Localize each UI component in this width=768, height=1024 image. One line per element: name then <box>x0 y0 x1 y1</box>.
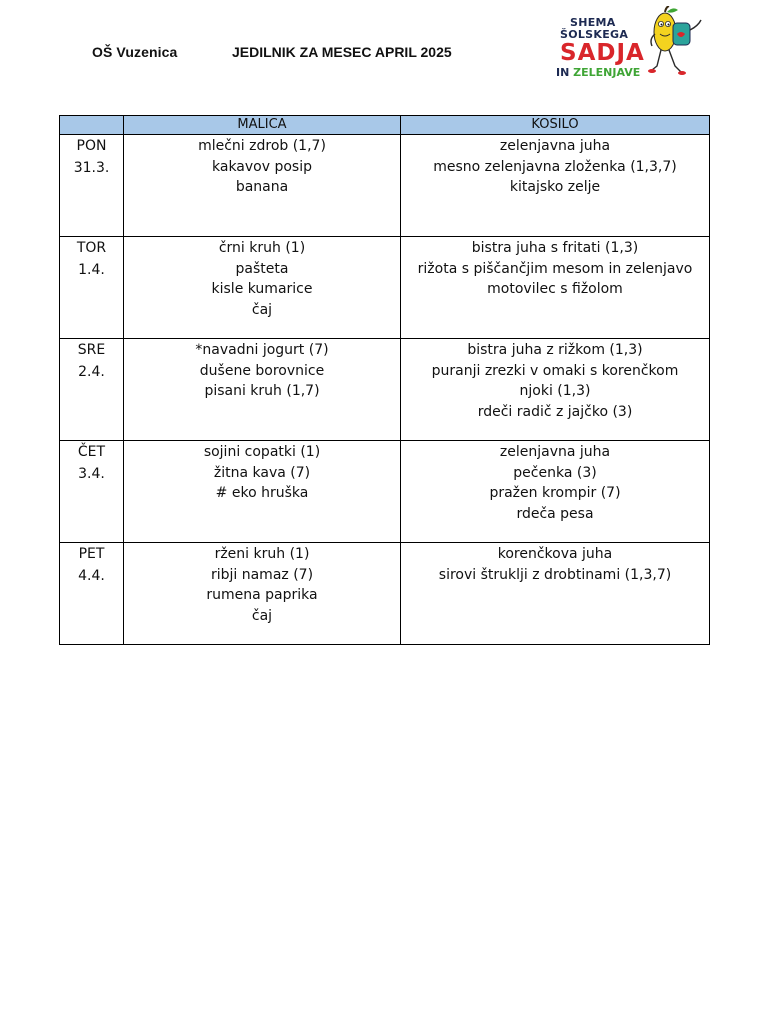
kosilo-item: rdeča pesa <box>516 505 594 522</box>
table-header-row <box>60 116 710 135</box>
malica-item: rumena paprika <box>206 587 318 603</box>
apple-mascot-icon <box>648 6 702 84</box>
table-row <box>60 543 710 645</box>
table-row <box>60 339 710 441</box>
day-name: SRE <box>77 342 106 358</box>
kosilo-item: mesno zelenjavna zloženka (1,3,7) <box>433 158 677 175</box>
column-header-kosilo: KOSILO <box>401 116 710 135</box>
kosilo-item: zelenjavna juha <box>499 138 611 154</box>
day-cell <box>60 441 124 543</box>
kosilo-item: bistra juha s fritati (1,3) <box>471 240 639 256</box>
logo-line-3: SADJA <box>560 40 645 66</box>
malica-item: dušene borovnice <box>199 362 325 379</box>
day-name: ČET <box>77 444 106 460</box>
malica-cell <box>124 543 401 645</box>
column-header-day <box>60 116 124 135</box>
logo-line-4-prefix: IN <box>556 66 574 79</box>
malica-item: mlečni zdrob (1,7) <box>198 138 326 154</box>
malica-item: banana <box>235 179 289 195</box>
logo-line-4 <box>556 66 640 79</box>
logo-line-4-green: ZELENJAVE <box>573 66 641 79</box>
malica-item: pisani kruh (1,7) <box>204 383 320 399</box>
malica-cell <box>124 135 401 237</box>
kosilo-item: rdeči radič z jajčko (3) <box>477 403 633 420</box>
malica-item: *navadni jogurt (7) <box>195 342 329 358</box>
day-date: 1.4. <box>78 261 105 278</box>
malica-item: kisle kumarice <box>211 281 313 297</box>
kosilo-item: rižota s piščančjim mesom in zelenjavo <box>417 260 693 277</box>
kosilo-cell <box>401 135 710 237</box>
malica-cell <box>124 441 401 543</box>
day-name: PET <box>78 546 105 562</box>
kosilo-cell <box>401 339 710 441</box>
kosilo-item: motovilec s fižolom <box>487 281 623 297</box>
malica-cell <box>124 339 401 441</box>
day-cell <box>60 237 124 339</box>
day-cell <box>60 543 124 645</box>
table-row <box>60 237 710 339</box>
menu-title: JEDILNIK ZA MESEC APRIL 2025 <box>232 44 452 60</box>
kosilo-item: kitajsko zelje <box>509 179 601 195</box>
kosilo-item: pečenka (3) <box>513 464 597 481</box>
table-row <box>60 441 710 543</box>
kosilo-item: sirovi štruklji z drobtinami (1,3,7) <box>438 566 672 583</box>
day-date: 2.4. <box>78 363 105 380</box>
day-name: TOR <box>76 240 107 256</box>
kosilo-cell <box>401 441 710 543</box>
malica-item: rženi kruh (1) <box>214 546 310 562</box>
logo-line-1: SHEMA <box>570 16 616 29</box>
malica-item: žitna kava (7) <box>213 464 311 481</box>
malica-item: pašteta <box>235 260 289 277</box>
kosilo-item: zelenjavna juha <box>499 444 611 460</box>
logo-text <box>552 6 650 84</box>
day-date: 3.4. <box>78 465 105 482</box>
program-logo <box>552 6 702 84</box>
logo-line-2: ŠOLSKEGA <box>560 28 629 41</box>
menu-table <box>59 115 710 645</box>
kosilo-cell <box>401 237 710 339</box>
day-cell <box>60 339 124 441</box>
day-date: 31.3. <box>73 159 110 176</box>
kosilo-item: puranji zrezki v omaki s korenčkom <box>431 362 679 379</box>
day-date: 4.4. <box>78 567 105 584</box>
kosilo-item: pražen krompir (7) <box>489 485 621 501</box>
malica-item: kakavov posip <box>212 158 312 175</box>
kosilo-item: korenčkova juha <box>497 546 613 562</box>
kosilo-item: bistra juha z rižkom (1,3) <box>467 342 643 358</box>
malica-item: črni kruh (1) <box>218 240 306 256</box>
day-name: PON <box>76 138 107 154</box>
malica-item: # eko hruška <box>215 485 309 501</box>
kosilo-item: njoki (1,3) <box>519 383 591 399</box>
column-header-malica: MALICA <box>124 116 401 135</box>
kosilo-cell <box>401 543 710 645</box>
malica-item: sojini copatki (1) <box>203 444 321 460</box>
malica-item: ribji namaz (7) <box>210 566 314 583</box>
table-row <box>60 135 710 237</box>
malica-cell <box>124 237 401 339</box>
malica-item: čaj <box>251 301 273 318</box>
school-name: OŠ Vuzenica <box>92 44 178 60</box>
malica-item: čaj <box>251 607 273 624</box>
day-cell <box>60 135 124 237</box>
